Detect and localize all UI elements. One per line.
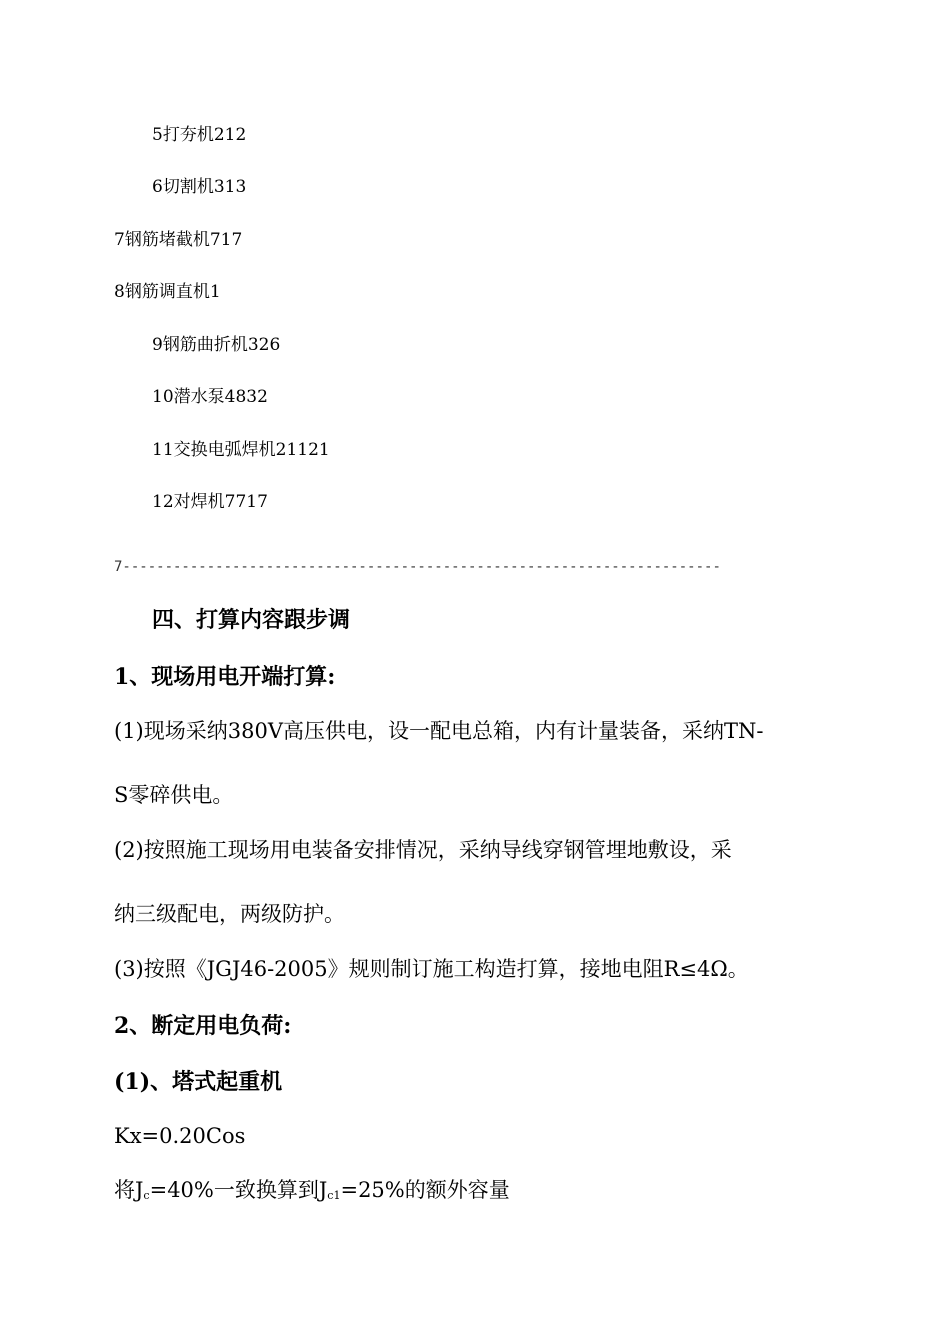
subsection-title-2: 2、断定用电负荷: (114, 1013, 292, 1039)
subsection-title-1: 1、现场用电开端打算: (114, 664, 336, 690)
formula-middle: =40%一致换算到J (149, 1178, 328, 1202)
formula-conversion (114, 1180, 510, 1201)
equipment-item: 12对焊机7717 (152, 492, 268, 512)
item-title: (1)、塔式起重机 (114, 1069, 283, 1095)
formula-kx: Kx=0.20Cos (114, 1124, 246, 1148)
paragraph-3: (3)按照《JGJ46-2005》规则制订施工构造打算，接地电阻R≤4Ω。 (114, 957, 749, 981)
equipment-item: 5打夯机212 (152, 125, 247, 145)
formula-subscript-c: c (143, 1189, 150, 1202)
formula-subscript-c1: c1 (327, 1189, 341, 1202)
page-divider: 7----------------------------------------------------------------------- (114, 559, 721, 575)
paragraph-2-line-2: 纳三级配电，两级防护。 (114, 902, 345, 926)
equipment-item: 11交换电弧焊机21121 (152, 440, 330, 460)
formula-suffix: =25%的额外容量 (340, 1178, 510, 1202)
formula-prefix: 将J (114, 1178, 144, 1202)
equipment-item: 10潜水泵4832 (152, 387, 268, 407)
equipment-item: 7钢筋堵截机717 (114, 230, 243, 250)
section-title: 四、打算内容跟步调 (152, 607, 351, 633)
equipment-item: 8钢筋调直机1 (114, 282, 221, 302)
paragraph-1-line-2: S零碎供电。 (114, 783, 234, 807)
equipment-item: 9钢筋曲折机326 (152, 335, 281, 355)
paragraph-1-line-1: (1)现场采纳380V高压供电，设一配电总箱，内有计量装备，采纳TN- (114, 719, 764, 743)
equipment-item: 6切割机313 (152, 177, 247, 197)
paragraph-2-line-1: (2)按照施工现场用电装备安排情况，采纳导线穿钢管埋地敷设，采 (114, 838, 732, 862)
